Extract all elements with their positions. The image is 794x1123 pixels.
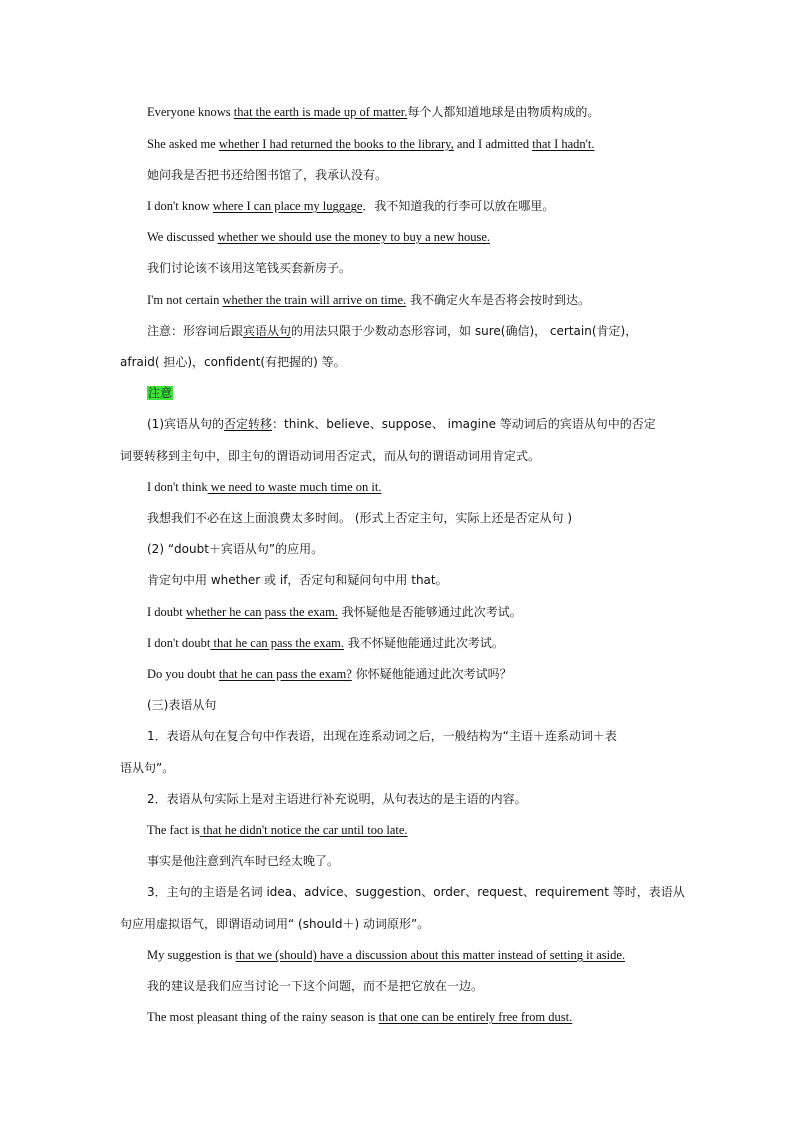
section-heading: (三)表语从句 (147, 698, 217, 712)
text-line-18: I don't doubt that he can pass the exam. 我不怀疑他能通过此次考试。 (147, 636, 504, 650)
text-line-1: Everyone knows that the earth is made up of matter.每个人都知道地球是由物质构成的。 (147, 105, 600, 119)
text-line-29: 我的建议是我们应当讨论一下这个问题，而不是把它放在一边。 (147, 979, 484, 993)
text-line-15: (2) “doubt＋宾语从句”的应用。 (147, 542, 324, 556)
text-line-19: Do you doubt that he can pass the exam? 你怀疑他能通过此次考试吗？ (147, 667, 512, 681)
text-line-14: 我想我们不必在这上面浪费太多时间。 (形式上否定主句，实际上还是否定从句 ) (147, 511, 572, 525)
text-line-12: 词要转移到主句中，即主句的谓语动词用否定式，而从句的谓语动词用肯定式。 (120, 449, 541, 463)
text-line-24: The fact is that he didn't notice the car until too late. (147, 823, 408, 837)
text-line-8: 注意：形容词后跟宾语从句的用法只限于少数动态形容词，如 sure(确信)， certain(肯定)， (147, 324, 638, 338)
text-line-2: She asked me whether I had returned the books to the library, and I admitted that I hadn't. (147, 137, 595, 151)
text-line-25: 事实是他注意到汽车时已经太晚了。 (147, 854, 340, 868)
text-line-30: The most pleasant thing of the rainy season is that one can be entirely free from dust. (147, 1010, 573, 1024)
text-line-17: I doubt whether he can pass the exam. 我怀疑他是否能够通过此次考试。 (147, 605, 522, 619)
note-label-line (147, 385, 680, 401)
text-line-28: My suggestion is that we (should) have a discussion about this matter instead of setting it aside. (147, 948, 626, 962)
text-line-16: 肯定句中用 whether 或 if，否定句和疑问句中用 that。 (147, 573, 448, 587)
text-line-22: 语从句”。 (120, 761, 175, 775)
text-line-21: 1．表语从句在复合句中作表语，出现在连系动词之后，一般结构为“主语＋连系动词＋表 (147, 729, 617, 743)
text-line-3: 她问我是否把书还给图书馆了，我承认没有。 (147, 168, 388, 182)
text-line-11: (1)宾语从句的否定转移：think、believe、suppose、 imagine 等动词后的宾语从句中的否定 (147, 417, 656, 431)
text-line-23: 2．表语从句实际上是对主语进行补充说明，从句表达的是主语的内容。 (147, 792, 527, 806)
text-line-7: I'm not certain whether the train will arrive on time. 我不确定火车是否将会按时到达。 (147, 293, 590, 307)
text-line-5: We discussed whether we should use the money to buy a new house. (147, 230, 491, 244)
text-line-13: I don't think we need to waste much time on it. (147, 480, 382, 494)
text-line-26: 3．主句的主语是名词 idea、advice、suggestion、order、request、requirement 等时，表语从 (147, 885, 685, 899)
text-line-9: afraid( 担心)，confident(有把握的) 等。 (120, 355, 346, 369)
text-line-27: 句应用虚拟语气，即谓语动词用“ (should＋) 动词原形”。 (120, 917, 430, 931)
text-line-4: I don't know where I can place my luggage．我不知道我的行李可以放在哪里。 (147, 199, 555, 213)
text-line-6: 我们讨论该不该用这笔钱买套新房子。 (147, 261, 352, 275)
highlighted-note-label: 注意 (148, 386, 173, 400)
